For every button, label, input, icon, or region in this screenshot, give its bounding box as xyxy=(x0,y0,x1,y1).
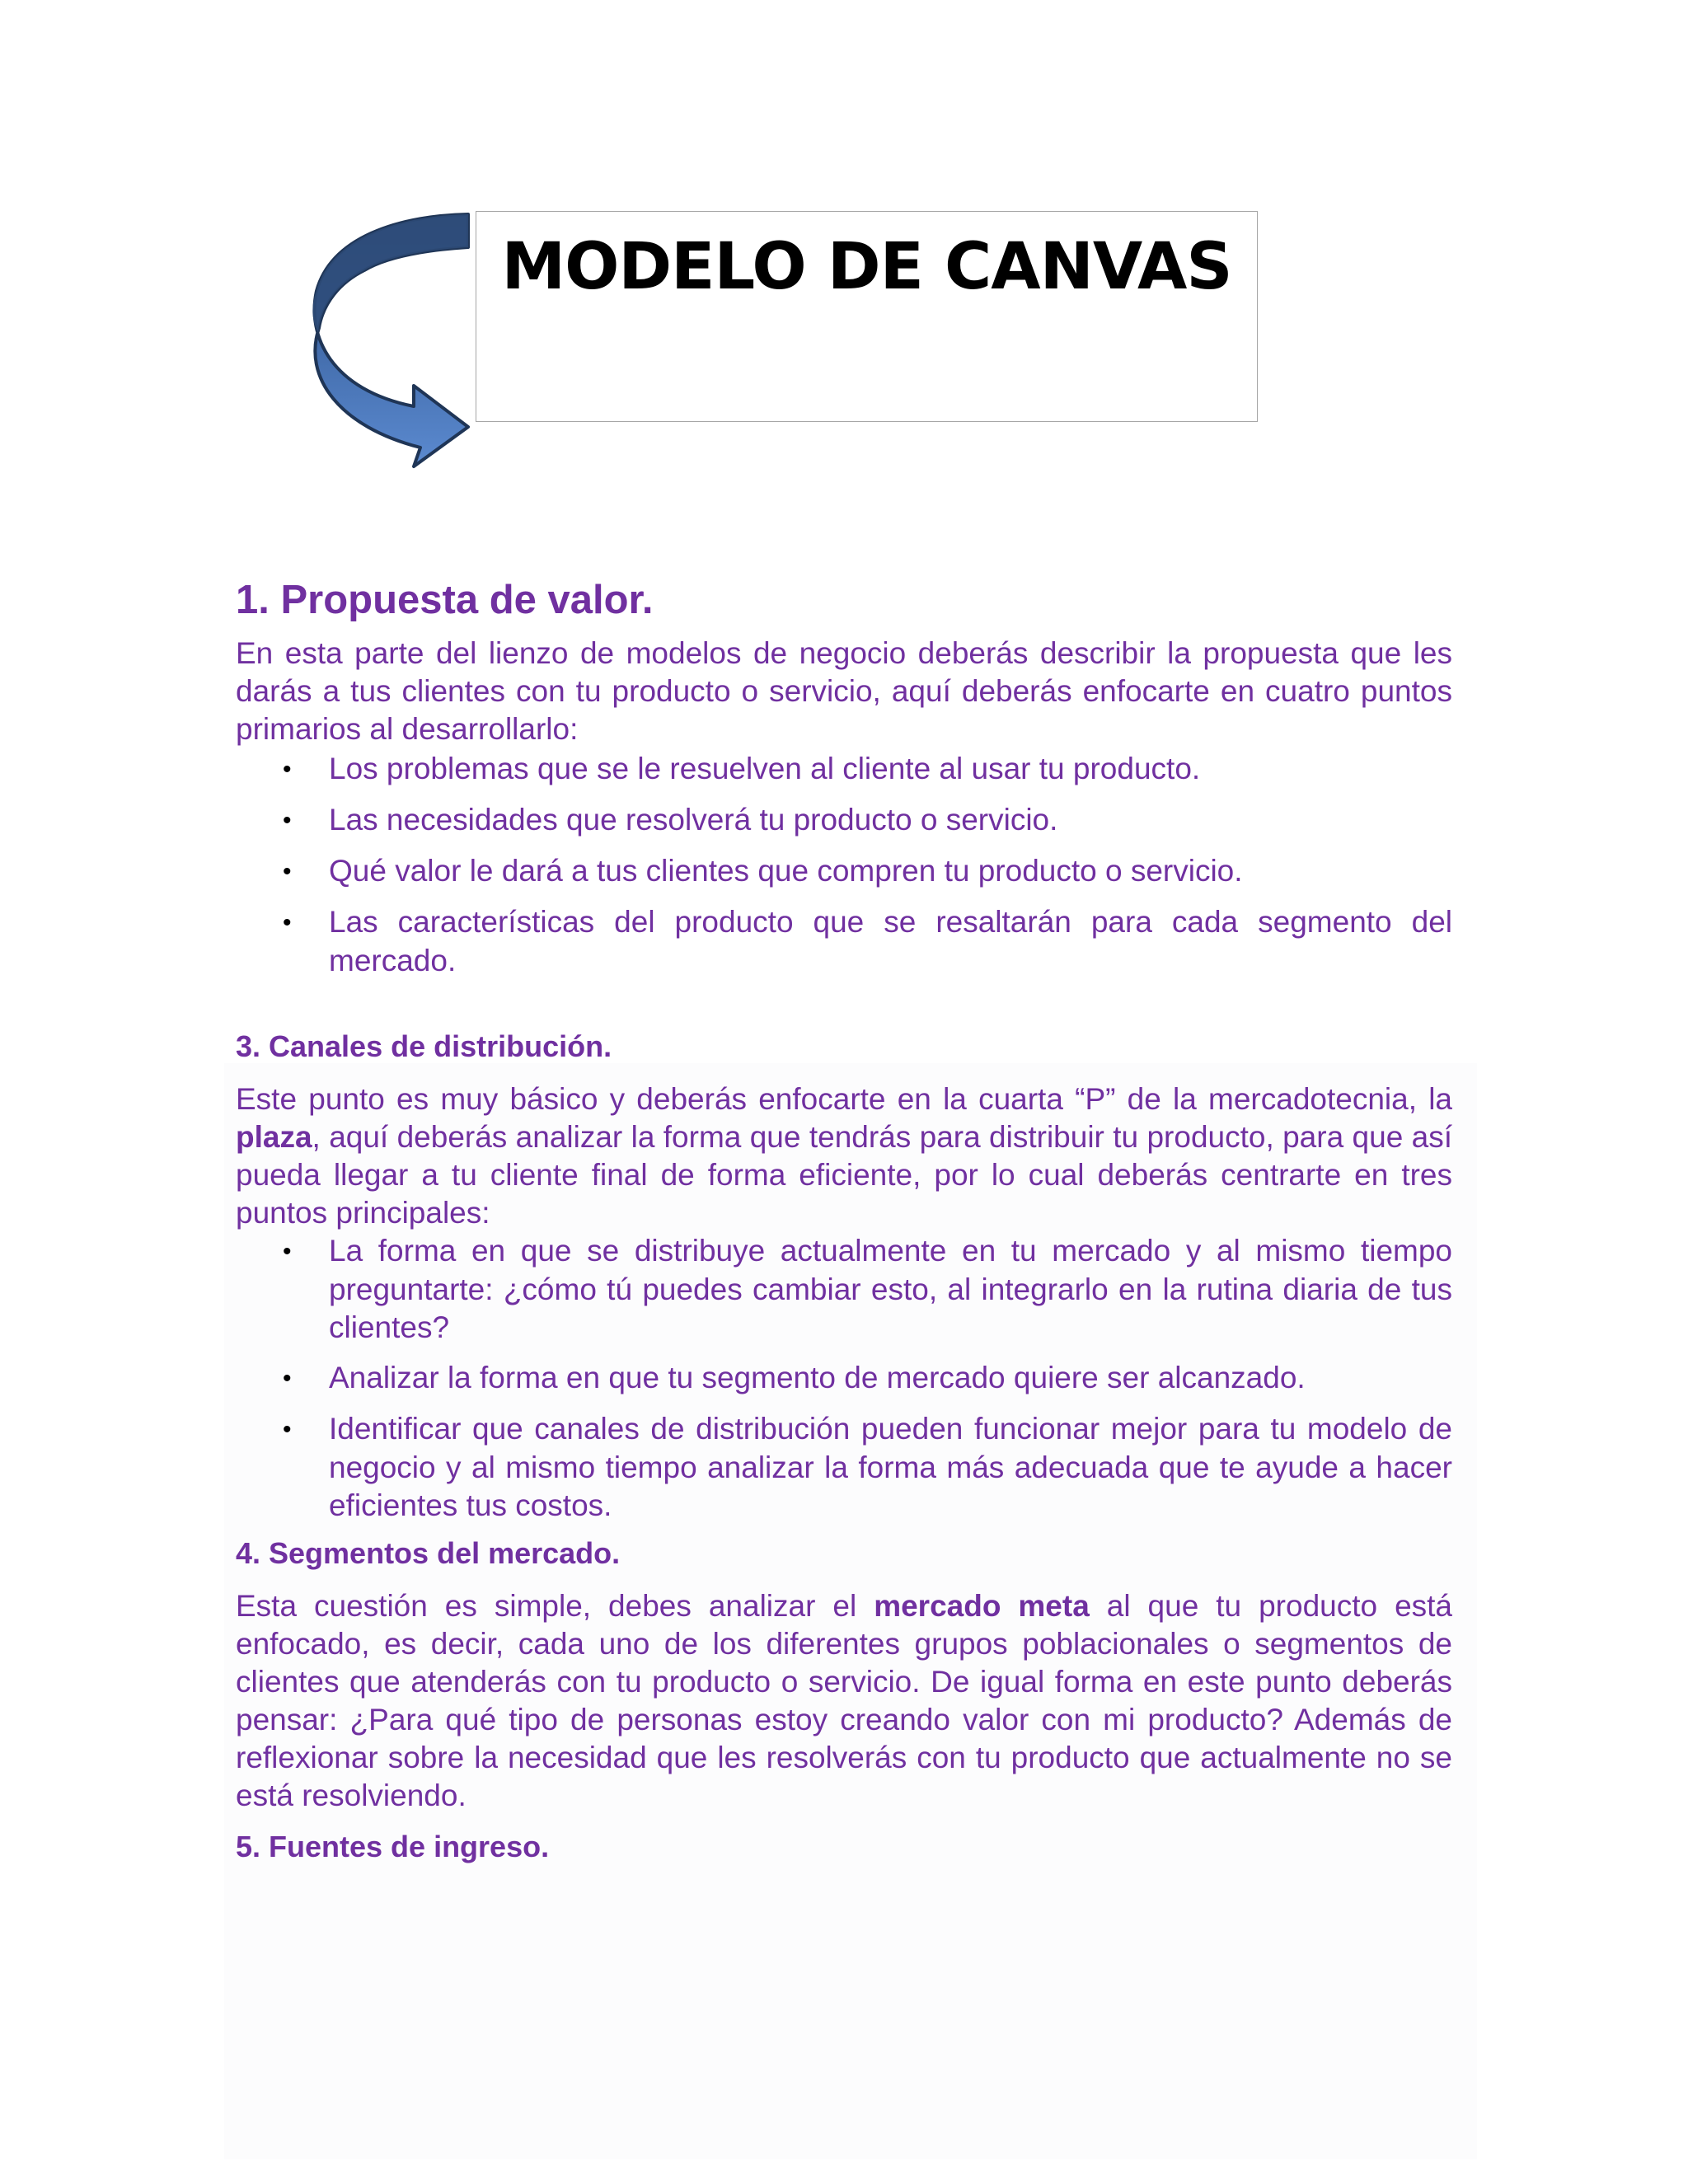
curved-arrow-icon xyxy=(307,204,488,489)
section-paragraph-canales: Este punto es muy básico y deberás enfocarte en la cuarta “P” de la mercadotecnia, la plaza, aquí deberás analizar la forma que tendrás para distribuir tu producto, para que así pueda llegar a tu cliente final de forma eficiente, por lo cual deberás centrarte en tres puntos principales: xyxy=(236,1082,1452,1230)
list-item: • Qué valor le dará a tus clientes que compren tu producto o servicio. xyxy=(283,854,1243,888)
section-heading-fuentes: 5. Fuentes de ingreso. xyxy=(236,1830,550,1863)
section-paragraph-segmentos: Esta cuestión es simple, debes analizar el mercado meta al que tu producto está enfocado, es decir, cada uno de los diferentes grupos poblacionales o segmentos de clientes que atenderás con tu producto o servicio. De igual forma en este punto deberás pensar: ¿Para qué tipo de personas estoy creando valor con mi producto? Además de reflexionar sobre la necesidad que les resolverás con tu producto que actualmente no se está resolviendo. xyxy=(236,1589,1453,1812)
list-item: • Identificar que canales de distribución pueden funcionar mejor para tu modelo de negocio y al mismo tiempo analizar la forma más adecuada que te ayude a hacer eficientes tus costos. xyxy=(283,1412,1452,1522)
page-title: MODELO DE CANVAS xyxy=(501,230,1232,304)
bold-term-mercado-meta: mercado meta xyxy=(874,1589,1090,1623)
list-item: • Los problemas que se le resuelven al cliente al usar tu producto. xyxy=(283,752,1201,785)
section-heading-segmentos: 4. Segmentos del mercado. xyxy=(236,1536,621,1570)
bullet-list-canales xyxy=(236,1232,1452,1525)
title-box xyxy=(476,211,1258,422)
section-paragraph-propuesta: En esta parte del lienzo de modelos de negocio deberás describir la propuesta que les darás a tus clientes con tu producto o servicio, aquí deberás enfocarte en cuatro puntos primarios al desarrollarlo: xyxy=(236,636,1452,746)
bullet-list-propuesta xyxy=(236,750,1452,980)
bold-term-plaza: plaza xyxy=(236,1120,312,1154)
document-content xyxy=(236,577,1452,1864)
list-item: • Analizar la forma en que tu segmento de mercado quiere ser alcanzado. xyxy=(283,1361,1306,1394)
section-heading-canales: 3. Canales de distribución. xyxy=(236,1029,612,1063)
list-item: • Las necesidades que resolverá tu producto o servicio. xyxy=(283,803,1058,837)
list-item: • La forma en que se distribuye actualmente en tu mercado y al mismo tiempo preguntarte: ¿cómo tú puedes cambiar esto, al integrarlo en la rutina diaria de tus clientes? xyxy=(283,1234,1452,1344)
list-item: • Las características del producto que se resaltarán para cada segmento del mercado. xyxy=(283,905,1452,977)
section-heading-propuesta: 1. Propuesta de valor. xyxy=(236,578,654,622)
